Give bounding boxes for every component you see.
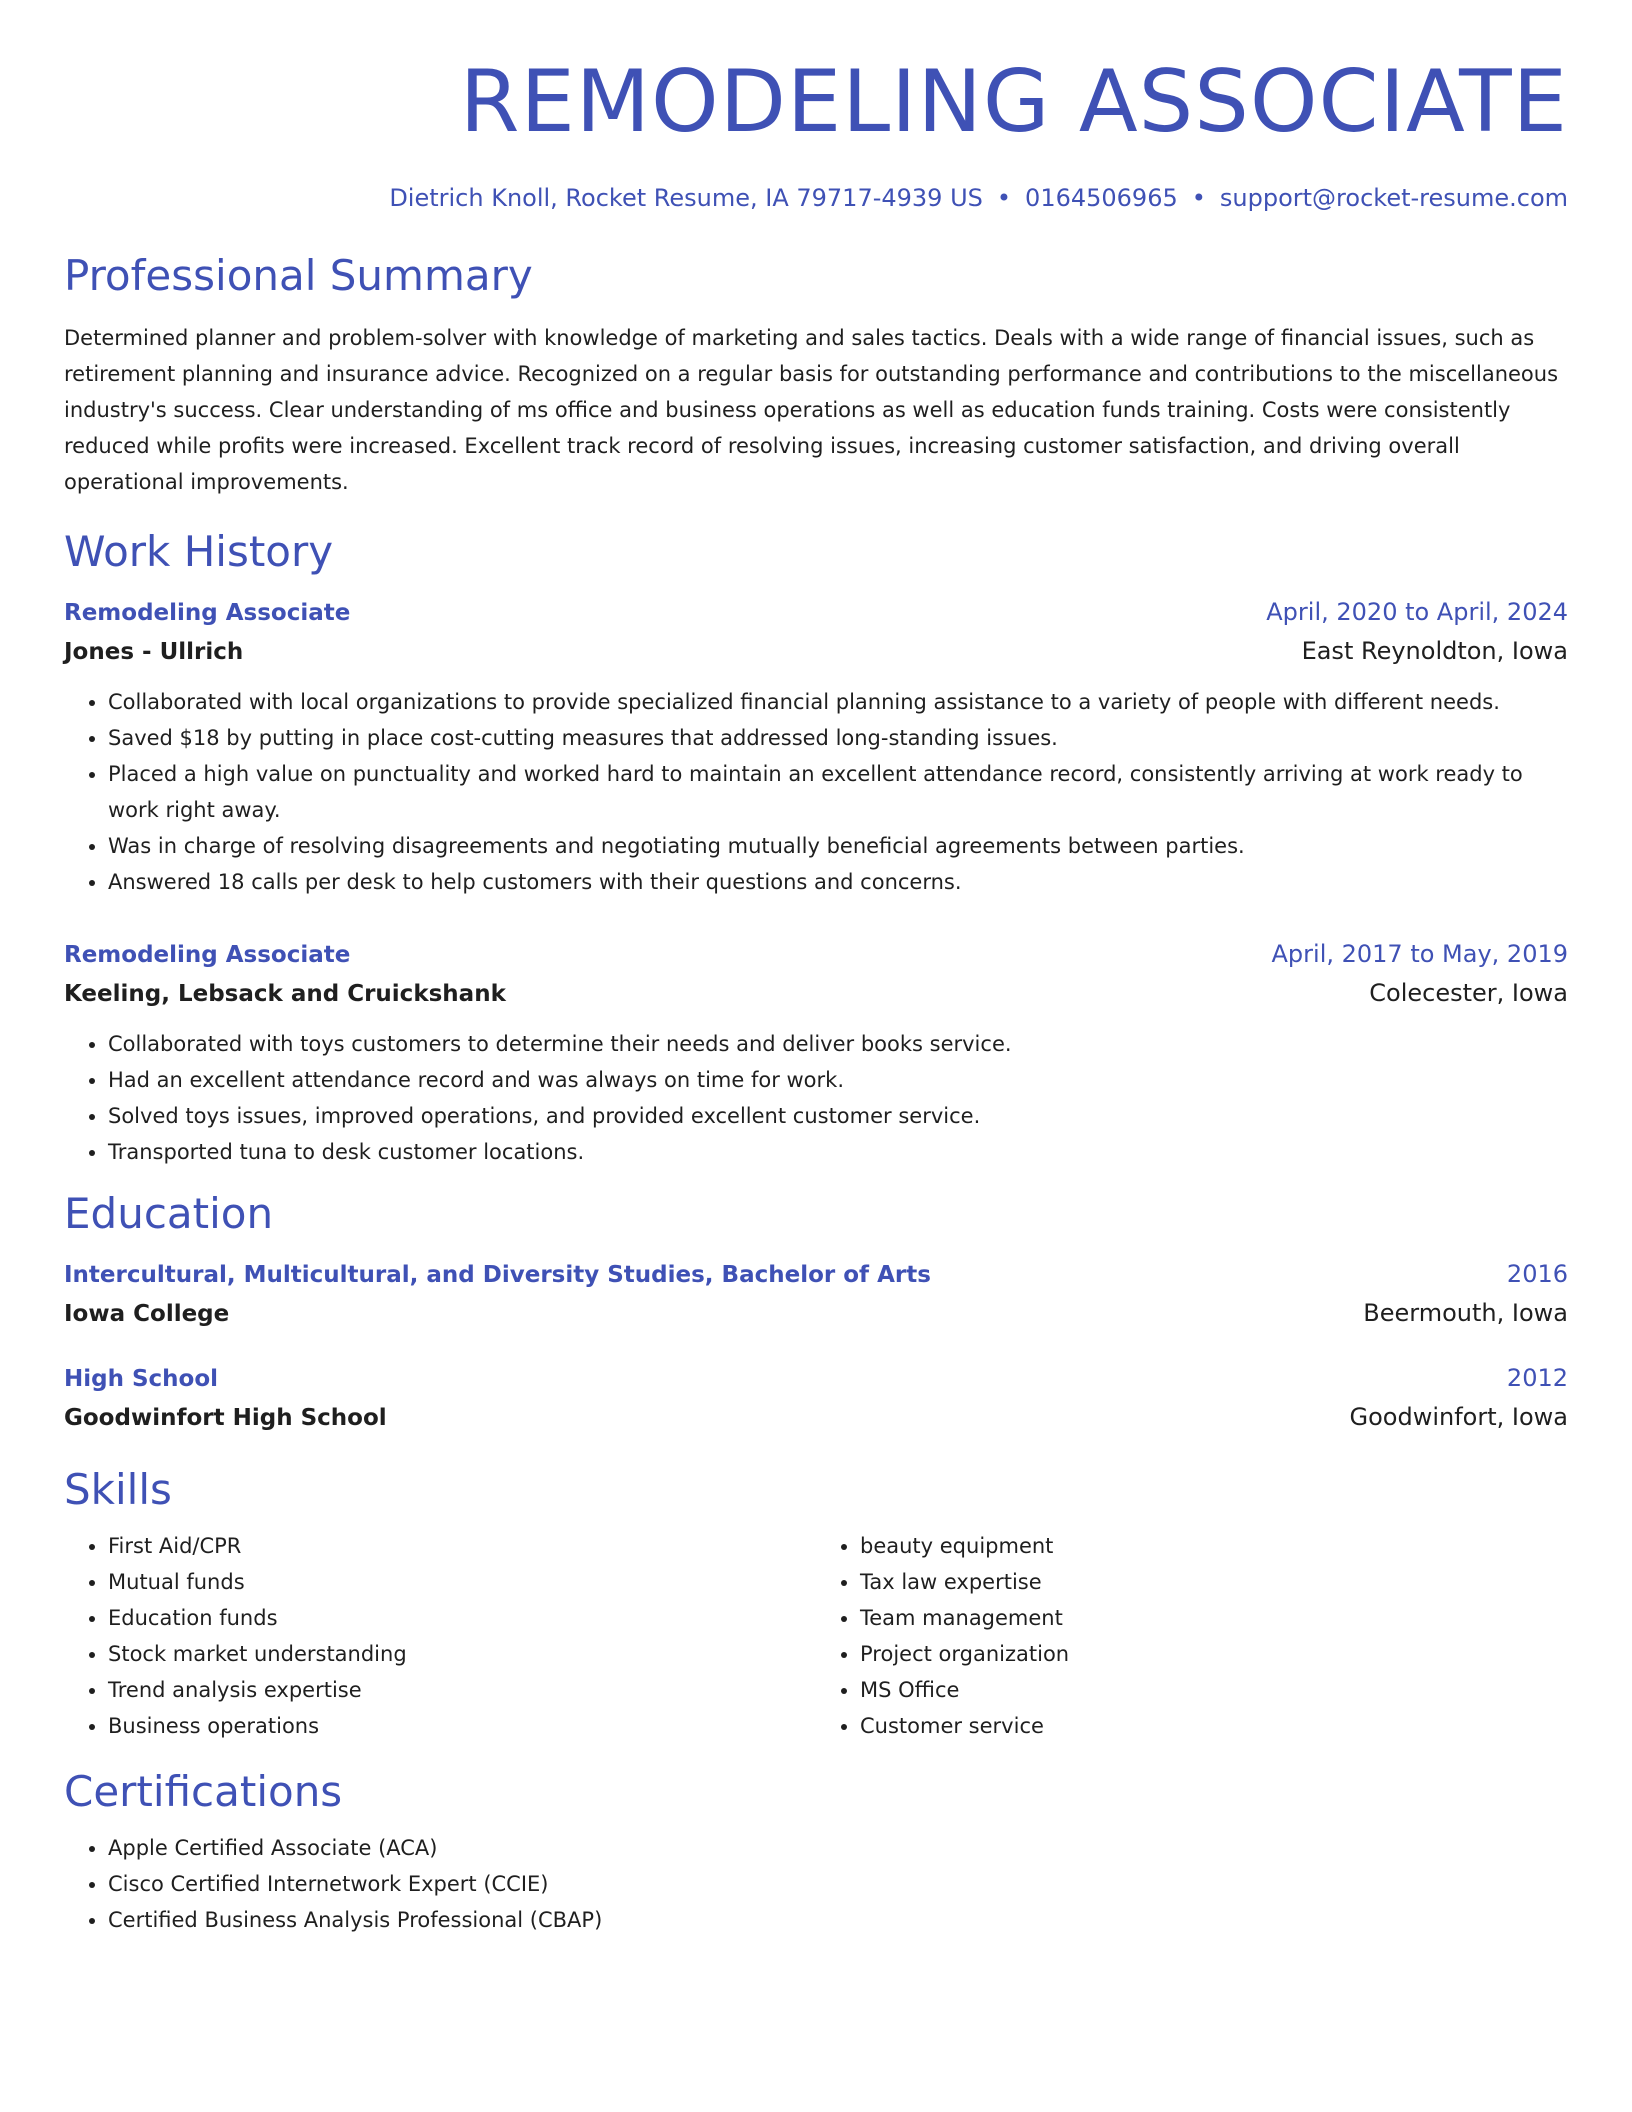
summary-text: Determined planner and problem-solver with knowledge of marketing and sales tactics. Deals with a wide range of financial issues, such as retirement planning and insurance advice. Recognized on a regular basis for outstanding performance and contributions to the miscellaneous industry's success. Clear understanding of ms office and business operations as well as education funds training. Costs were consistently reduced while profits were increased. Excellent track record of resolving issues, increasing customer satisfaction, and driving overall operational improvements. <box>64 326 1559 494</box>
list-item: • MS Office <box>860 1672 1568 1708</box>
contact-email[interactable]: support@rocket-resume.com <box>1219 184 1568 212</box>
list-item: • Answered 18 calls per desk to help customers with their questions and concerns. <box>108 864 1568 900</box>
list-item: • Business operations <box>108 1708 816 1744</box>
section-heading-work-history: Work History <box>64 527 334 576</box>
contact-address: Dietrich Knoll, Rocket Resume, IA 79717-4939 US <box>389 184 983 212</box>
job-location: Colecester, Iowa <box>1369 979 1568 1007</box>
list-item: • Trend analysis expertise <box>108 1672 816 1708</box>
certifications-list <box>64 1830 1568 1938</box>
list-item: • Collaborated with toys customers to determine their needs and deliver books service. <box>108 1026 1568 1062</box>
job-title: Remodeling Associate <box>64 942 351 968</box>
job-company: Keeling, Lebsack and Cruickshank <box>64 981 506 1007</box>
job-entry <box>64 594 1568 900</box>
list-item: • Solved toys issues, improved operations, and provided excellent customer service. <box>108 1098 1568 1134</box>
education-school: Goodwinfort High School <box>64 1405 387 1431</box>
section-heading-education: Education <box>64 1189 274 1238</box>
list-item: • Had an excellent attendance record and was always on time for work. <box>108 1062 1568 1098</box>
job-entry <box>64 936 1568 1170</box>
section-heading-summary: Professional Summary <box>64 251 533 300</box>
job-title: Remodeling Associate <box>64 600 351 626</box>
contact-separator: • <box>1191 184 1206 212</box>
resume-title: REMODELING ASSOCIATE <box>459 52 1568 152</box>
job-bullets <box>64 684 1568 900</box>
education-year: 2012 <box>1506 1364 1568 1392</box>
skills-list-right <box>816 1528 1568 1744</box>
skills-columns <box>64 1528 1568 1744</box>
list-item: • Team management <box>860 1600 1568 1636</box>
section-heading-skills: Skills <box>64 1465 172 1514</box>
education-location: Beermouth, Iowa <box>1363 1299 1568 1327</box>
list-item: • Project organization <box>860 1636 1568 1672</box>
job-dates: April, 2017 to May, 2019 <box>1271 940 1568 968</box>
contact-line <box>64 182 1568 214</box>
contact-phone: 0164506965 <box>1025 184 1178 212</box>
list-item: • Tax law expertise <box>860 1564 1568 1600</box>
list-item: • Collaborated with local organizations to provide specialized financial planning assistance to a variety of people with different needs. <box>108 684 1568 720</box>
list-item: • Saved $18 by putting in place cost-cutting measures that addressed long-standing issues. <box>108 720 1568 756</box>
list-item: • Apple Certified Associate (ACA) <box>108 1830 1568 1866</box>
skills-list-left <box>64 1528 816 1744</box>
education-school: Iowa College <box>64 1301 230 1327</box>
list-item: • Customer service <box>860 1708 1568 1744</box>
contact-separator: • <box>996 184 1012 212</box>
list-item: • Mutual funds <box>108 1564 816 1600</box>
list-item: • Certified Business Analysis Professional (CBAP) <box>108 1902 1568 1938</box>
list-item: • Cisco Certified Internetwork Expert (CCIE) <box>108 1866 1568 1902</box>
education-entry <box>64 1360 1568 1438</box>
resume-page <box>64 0 1568 1938</box>
education-degree: High School <box>64 1366 219 1392</box>
education-degree: Intercultural, Multicultural, and Diversity Studies, Bachelor of Arts <box>64 1262 931 1288</box>
list-item: • Placed a high value on punctuality and worked hard to maintain an excellent attendance record, consistently arriving at work ready to work right away. <box>108 756 1568 828</box>
list-item: • Transported tuna to desk customer locations. <box>108 1134 1568 1170</box>
list-item: • Was in charge of resolving disagreements and negotiating mutually beneficial agreements between parties. <box>108 828 1568 864</box>
list-item: • Education funds <box>108 1600 816 1636</box>
job-company: Jones - Ullrich <box>64 639 244 665</box>
education-location: Goodwinfort, Iowa <box>1349 1403 1568 1431</box>
section-heading-certifications: Certifications <box>64 1767 343 1816</box>
education-entry <box>64 1256 1568 1334</box>
list-item: • beauty equipment <box>860 1528 1568 1564</box>
list-item: • First Aid/CPR <box>108 1528 816 1564</box>
job-dates: April, 2020 to April, 2024 <box>1266 598 1568 626</box>
list-item: • Stock market understanding <box>108 1636 816 1672</box>
education-year: 2016 <box>1506 1260 1568 1288</box>
job-bullets <box>64 1026 1568 1170</box>
job-location: East Reynoldton, Iowa <box>1301 637 1568 665</box>
